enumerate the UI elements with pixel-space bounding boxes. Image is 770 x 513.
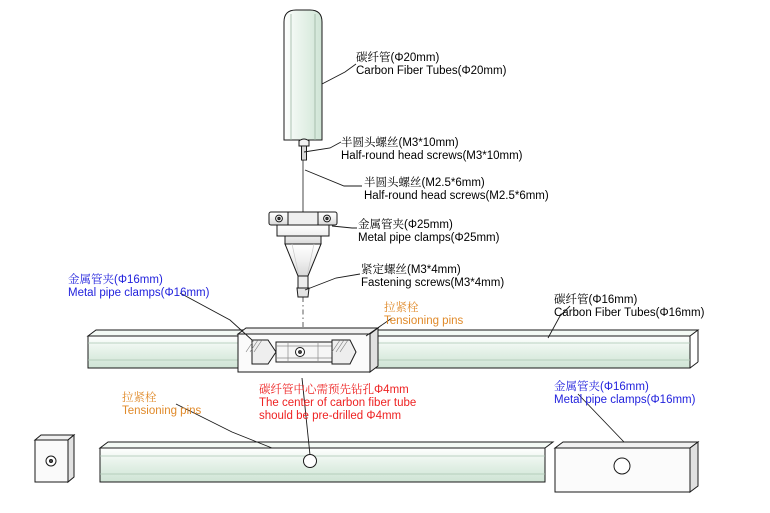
metal-pipe-clamp-25-shape (269, 212, 337, 297)
label-fastening-screws-m3x4 (361, 264, 504, 290)
half-round-head-screw-m3x10-shape (299, 139, 309, 160)
label-zh: 拉紧栓 (384, 302, 419, 314)
label-en: Metal pipe clamps(Φ16mm) (68, 287, 210, 300)
label-carbon-fiber-tube-16-right (554, 294, 704, 320)
label-en: Half-round head screws(M3*10mm) (341, 150, 523, 163)
label-zh: 拉紧栓 (122, 392, 157, 404)
label-half-round-head-screws-m25x6 (364, 177, 549, 203)
label-zh: 金属管夹(Φ16mm) (68, 274, 163, 286)
label-en: Carbon Fiber Tubes(Φ20mm) (356, 65, 507, 78)
label-tensioning-pins-top (384, 302, 463, 328)
tensioning-pin-block-shape (35, 435, 74, 482)
label-en: Fastening screws(M3*4mm) (361, 277, 505, 290)
label-half-round-head-screws-m3x10 (341, 137, 523, 163)
label-en: Tensioning pins (122, 405, 202, 418)
label-zh: 碳纤管(Φ20mm) (356, 52, 440, 64)
label-carbon-fiber-tube-20 (356, 52, 506, 78)
label-zh: 金属管夹(Φ16mm) (554, 381, 649, 393)
label-zh: 半圆头螺丝(M3*10mm) (341, 137, 459, 149)
note-pre-drill (259, 384, 416, 424)
label-metal-pipe-clamps-16-right (554, 381, 695, 407)
label-en: Metal pipe clamps(Φ16mm) (554, 394, 696, 407)
label-en: Metal pipe clamps(Φ25mm) (358, 232, 500, 245)
carbon-fiber-tube-16-bottom-shape (100, 442, 553, 482)
carbon-fiber-tube-16-horizontal-shape (88, 330, 698, 368)
label-tensioning-pins-bottom (122, 392, 201, 418)
label-zh: 紧定螺丝(M3*4mm) (361, 264, 461, 276)
label-metal-pipe-clamps-25 (358, 219, 499, 245)
metal-pipe-clamp-16-bottom-right-shape (555, 442, 698, 492)
label-zh: 金属管夹(Φ25mm) (358, 219, 453, 231)
label-metal-pipe-clamps-16-left (68, 274, 209, 300)
label-zh: 碳纤管(Φ16mm) (554, 294, 638, 306)
metal-pipe-clamp-16-center-shape (238, 328, 378, 372)
note-line-3: should be pre-drilled Φ4mm (259, 410, 402, 423)
carbon-fiber-tube-20-shape (284, 10, 322, 140)
label-en: Carbon Fiber Tubes(Φ16mm) (554, 307, 705, 320)
note-line-2: The center of carbon fiber tube (259, 397, 417, 410)
label-en: Tensioning pins (384, 315, 464, 328)
note-line-1: 碳纤管中心需预先钻孔Φ4mm (259, 384, 409, 396)
label-zh: 半圆头螺丝(M2.5*6mm) (364, 177, 485, 189)
label-en: Half-round head screws(M2.5*6mm) (364, 190, 549, 203)
